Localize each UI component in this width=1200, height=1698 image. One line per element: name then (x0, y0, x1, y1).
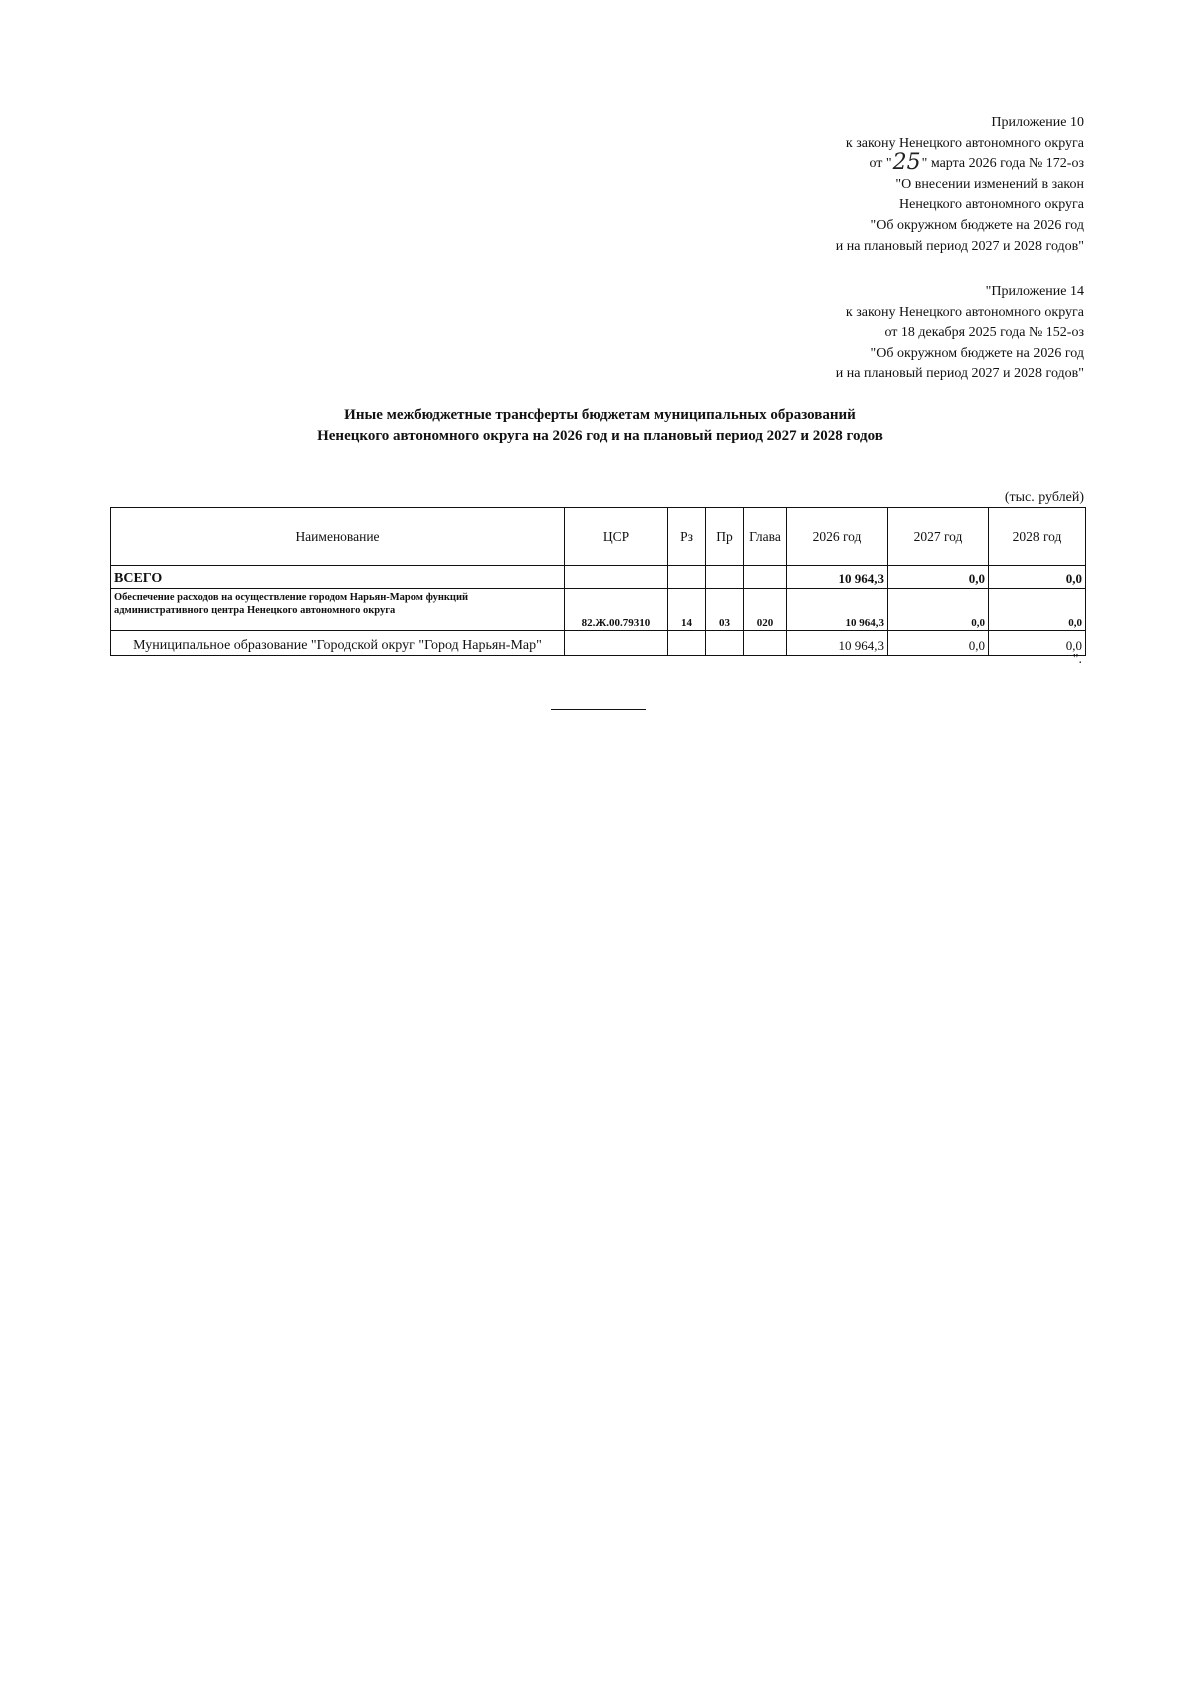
table-row-item (111, 589, 1086, 631)
cell-pr: 03 (706, 589, 744, 631)
cell-name: Обеспечение расходов на осуществление городом Нарьян-Маром функций административного центра Ненецкого автономного округа (111, 589, 565, 631)
cell-pr (706, 566, 744, 589)
appendix-line: от 18 декабря 2025 года № 152-оз (884, 325, 1084, 341)
appendix-line: "Об окружном бюджете на 2026 год (870, 217, 1084, 233)
cell-glava: 020 (744, 589, 787, 631)
cell-csr: 82.Ж.00.79310 (565, 589, 668, 631)
appendix-line: "Приложение 14 (985, 284, 1084, 299)
header-name: Наименование (111, 508, 565, 566)
appendix-line: и на плановый период 2027 и 2028 годов" (835, 366, 1084, 382)
document-title (100, 405, 1100, 447)
cell-name: ВСЕГО (111, 566, 565, 589)
title-line-1: Иные межбюджетные трансферты бюджетам муниципальных образований (344, 407, 856, 423)
cell-name: Муниципальное образование "Городской округ "Город Нарьян-Мар" (111, 631, 565, 656)
cell-2026: 10 964,3 (787, 566, 888, 589)
header-pr: Пр (706, 508, 744, 566)
appendix-amended-header (836, 282, 1084, 385)
appendix-line: и на плановый период 2027 и 2028 годов" (835, 238, 1084, 254)
header-csr: ЦСР (565, 508, 668, 566)
appendix-line: Приложение 10 (991, 115, 1084, 130)
cell-pr (706, 631, 744, 656)
appendix-line: Ненецкого автономного округа (899, 197, 1084, 213)
cell-csr (565, 631, 668, 656)
table-row-total (111, 566, 1086, 589)
appendix-line: "Об окружном бюджете на 2026 год (870, 345, 1084, 361)
appendix-line: к закону Ненецкого автономного округа (845, 304, 1084, 320)
appendix-line: "О внесении изменений в закон (895, 176, 1084, 192)
date-suffix: " марта 2026 года № 172-оз (921, 156, 1084, 172)
closing-quote: ". (1072, 652, 1082, 667)
appendix-date-line (836, 150, 1084, 176)
table-row-municipality (111, 631, 1086, 656)
transfers-table (110, 507, 1086, 656)
header-2028: 2028 год (989, 508, 1086, 566)
cell-glava (744, 566, 787, 589)
header-rz: Рз (668, 508, 706, 566)
appendix-current-header (836, 113, 1084, 257)
cell-2026: 10 964,3 (787, 589, 888, 631)
appendix-line: к закону Ненецкого автономного округа (845, 135, 1084, 151)
cell-2028: 0,0 (989, 566, 1086, 589)
cell-2028: 0,0 (989, 589, 1086, 631)
units-label: (тыс. рублей) (1004, 490, 1084, 505)
cell-glava (744, 631, 787, 656)
cell-rz (668, 566, 706, 589)
cell-2027: 0,0 (888, 631, 989, 656)
table-header-row (111, 508, 1086, 566)
cell-2027: 0,0 (888, 589, 989, 631)
title-line-2: Ненецкого автономного округа на 2026 год и на плановый период 2027 и 2028 годов (317, 428, 883, 444)
cell-2026: 10 964,3 (787, 631, 888, 656)
cell-rz: 14 (668, 589, 706, 631)
header-2026: 2026 год (787, 508, 888, 566)
cell-2027: 0,0 (888, 566, 989, 589)
end-divider (551, 709, 646, 710)
handwritten-day: 25 (892, 150, 921, 176)
header-2027: 2027 год (888, 508, 989, 566)
header-glava: Глава (744, 508, 787, 566)
cell-rz (668, 631, 706, 656)
date-prefix: от " (869, 156, 892, 172)
cell-csr (565, 566, 668, 589)
cell-2028: 0,0 (989, 631, 1086, 656)
